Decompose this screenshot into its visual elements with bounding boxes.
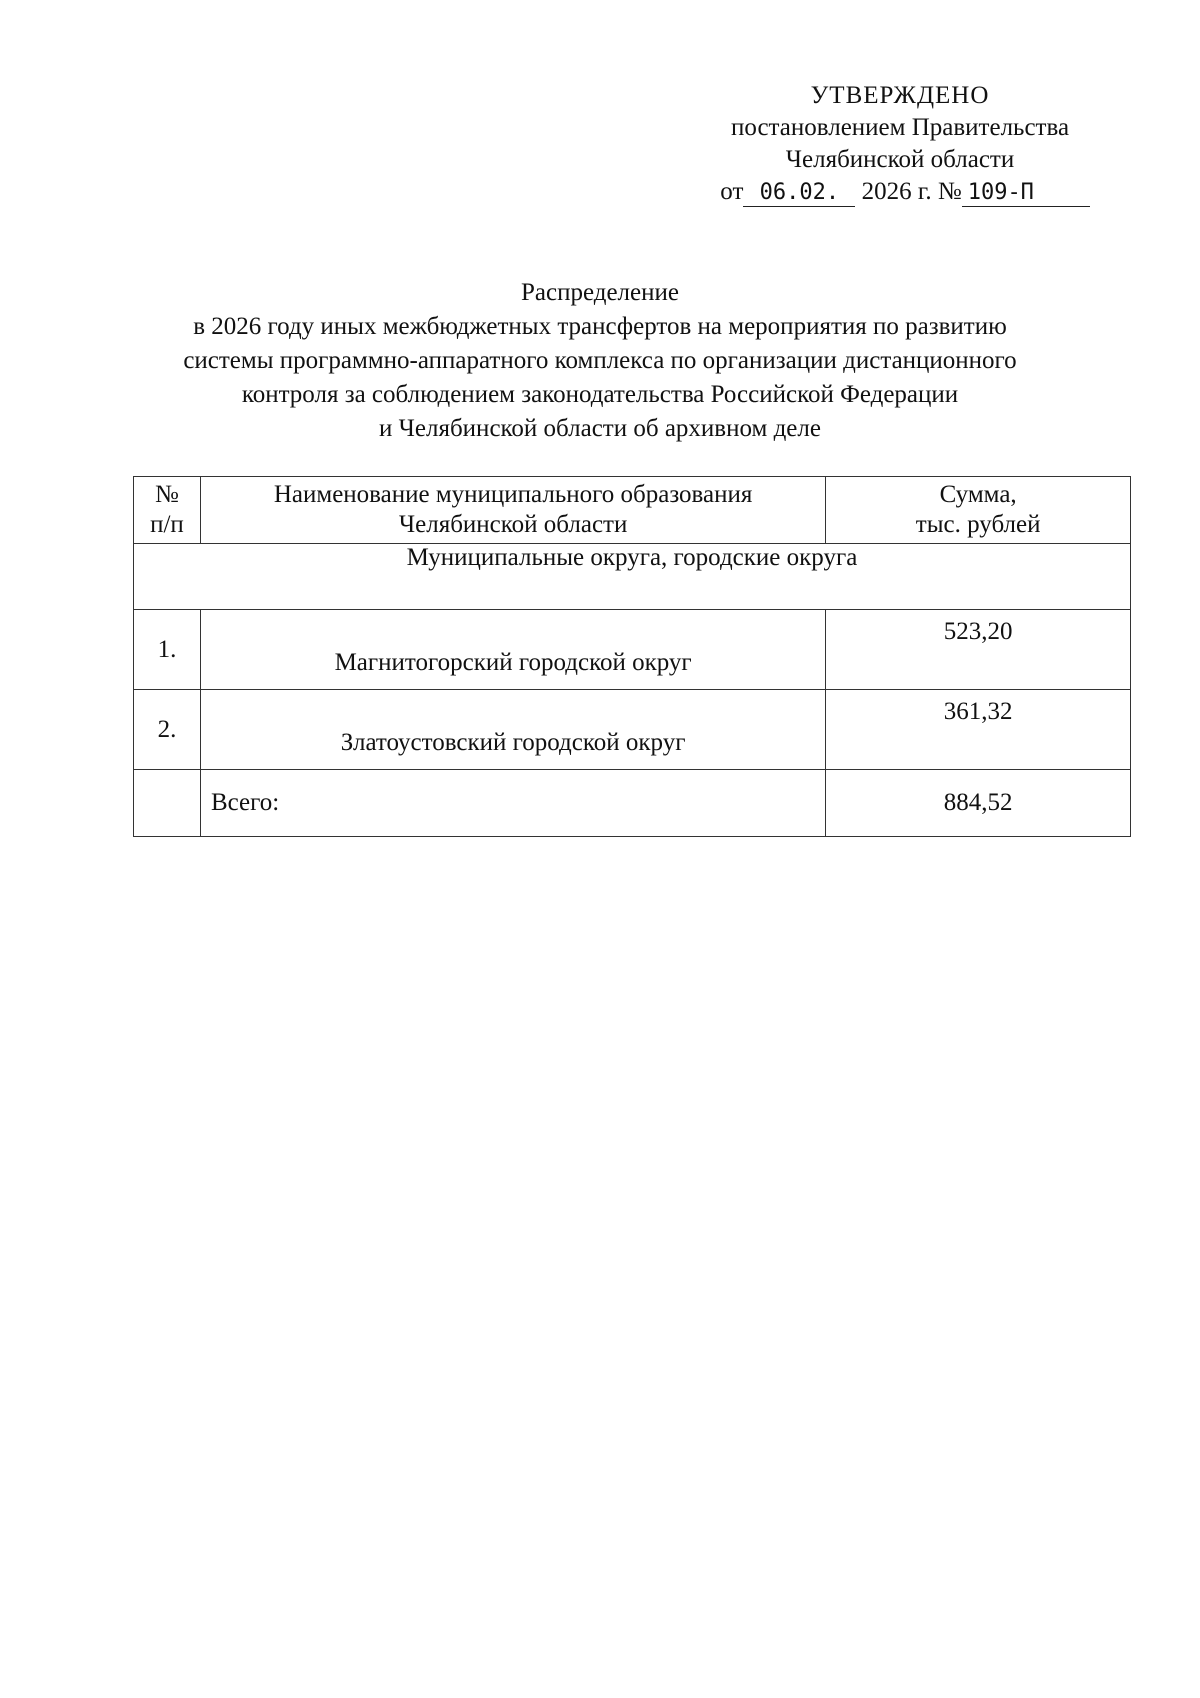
approval-line-1: постановлением Правительства [730,114,1070,141]
header-name-line-2: Челябинской области [398,511,628,538]
total-row [134,770,1131,837]
header-sum [826,477,1131,544]
row-sum: 523,20 [826,610,1131,690]
approval-heading: УТВЕРЖДЕНО [810,82,990,109]
row-name: Магнитогорский городской округ [200,610,825,690]
header-num-line-1: № [155,481,179,508]
table-row [134,610,1131,690]
header-sum-line-2: тыс. рублей [915,511,1041,538]
title-line-4: контроля за соблюдением законодательства Российской Федерации [241,381,959,408]
date-value: 06.02. [743,180,855,207]
date-prefix: от [720,178,744,205]
header-sum-line-1: Сумма, [939,481,1017,508]
table-row [134,690,1131,770]
row-name: Златоустовский городской округ [200,690,825,770]
title-line-3: системы программно-аппаратного комплекса по организации дистанционного [183,347,1017,374]
year-text: 2026 г. № [861,178,962,205]
row-num: 1. [134,610,201,690]
document-title [120,276,1080,446]
header-name [200,477,825,544]
approval-line-2: Челябинской области [785,146,1015,173]
total-num-empty [134,770,201,837]
distribution-table [133,476,1131,837]
header-name-line-1: Наименование муниципального образования [273,481,753,508]
title-line-2: в 2026 году иных межбюджетных трансфертов на мероприятия по развитию [193,313,1007,340]
row-num: 2. [134,690,201,770]
title-line-5: и Челябинской области об архивном деле [379,415,821,442]
header-num-line-2: п/п [150,511,184,538]
row-sum: 361,32 [826,690,1131,770]
approval-block [690,80,1110,208]
total-sum: 884,52 [826,770,1131,837]
approval-date-line [700,176,1110,208]
table-header-row [134,477,1131,544]
title-line-1: Распределение [521,279,679,306]
section-row [134,544,1131,610]
resolution-number: 109-П [962,180,1090,207]
total-label: Всего: [200,770,825,837]
header-num [134,477,201,544]
section-title: Муниципальные округа, городские округа [134,544,1131,610]
